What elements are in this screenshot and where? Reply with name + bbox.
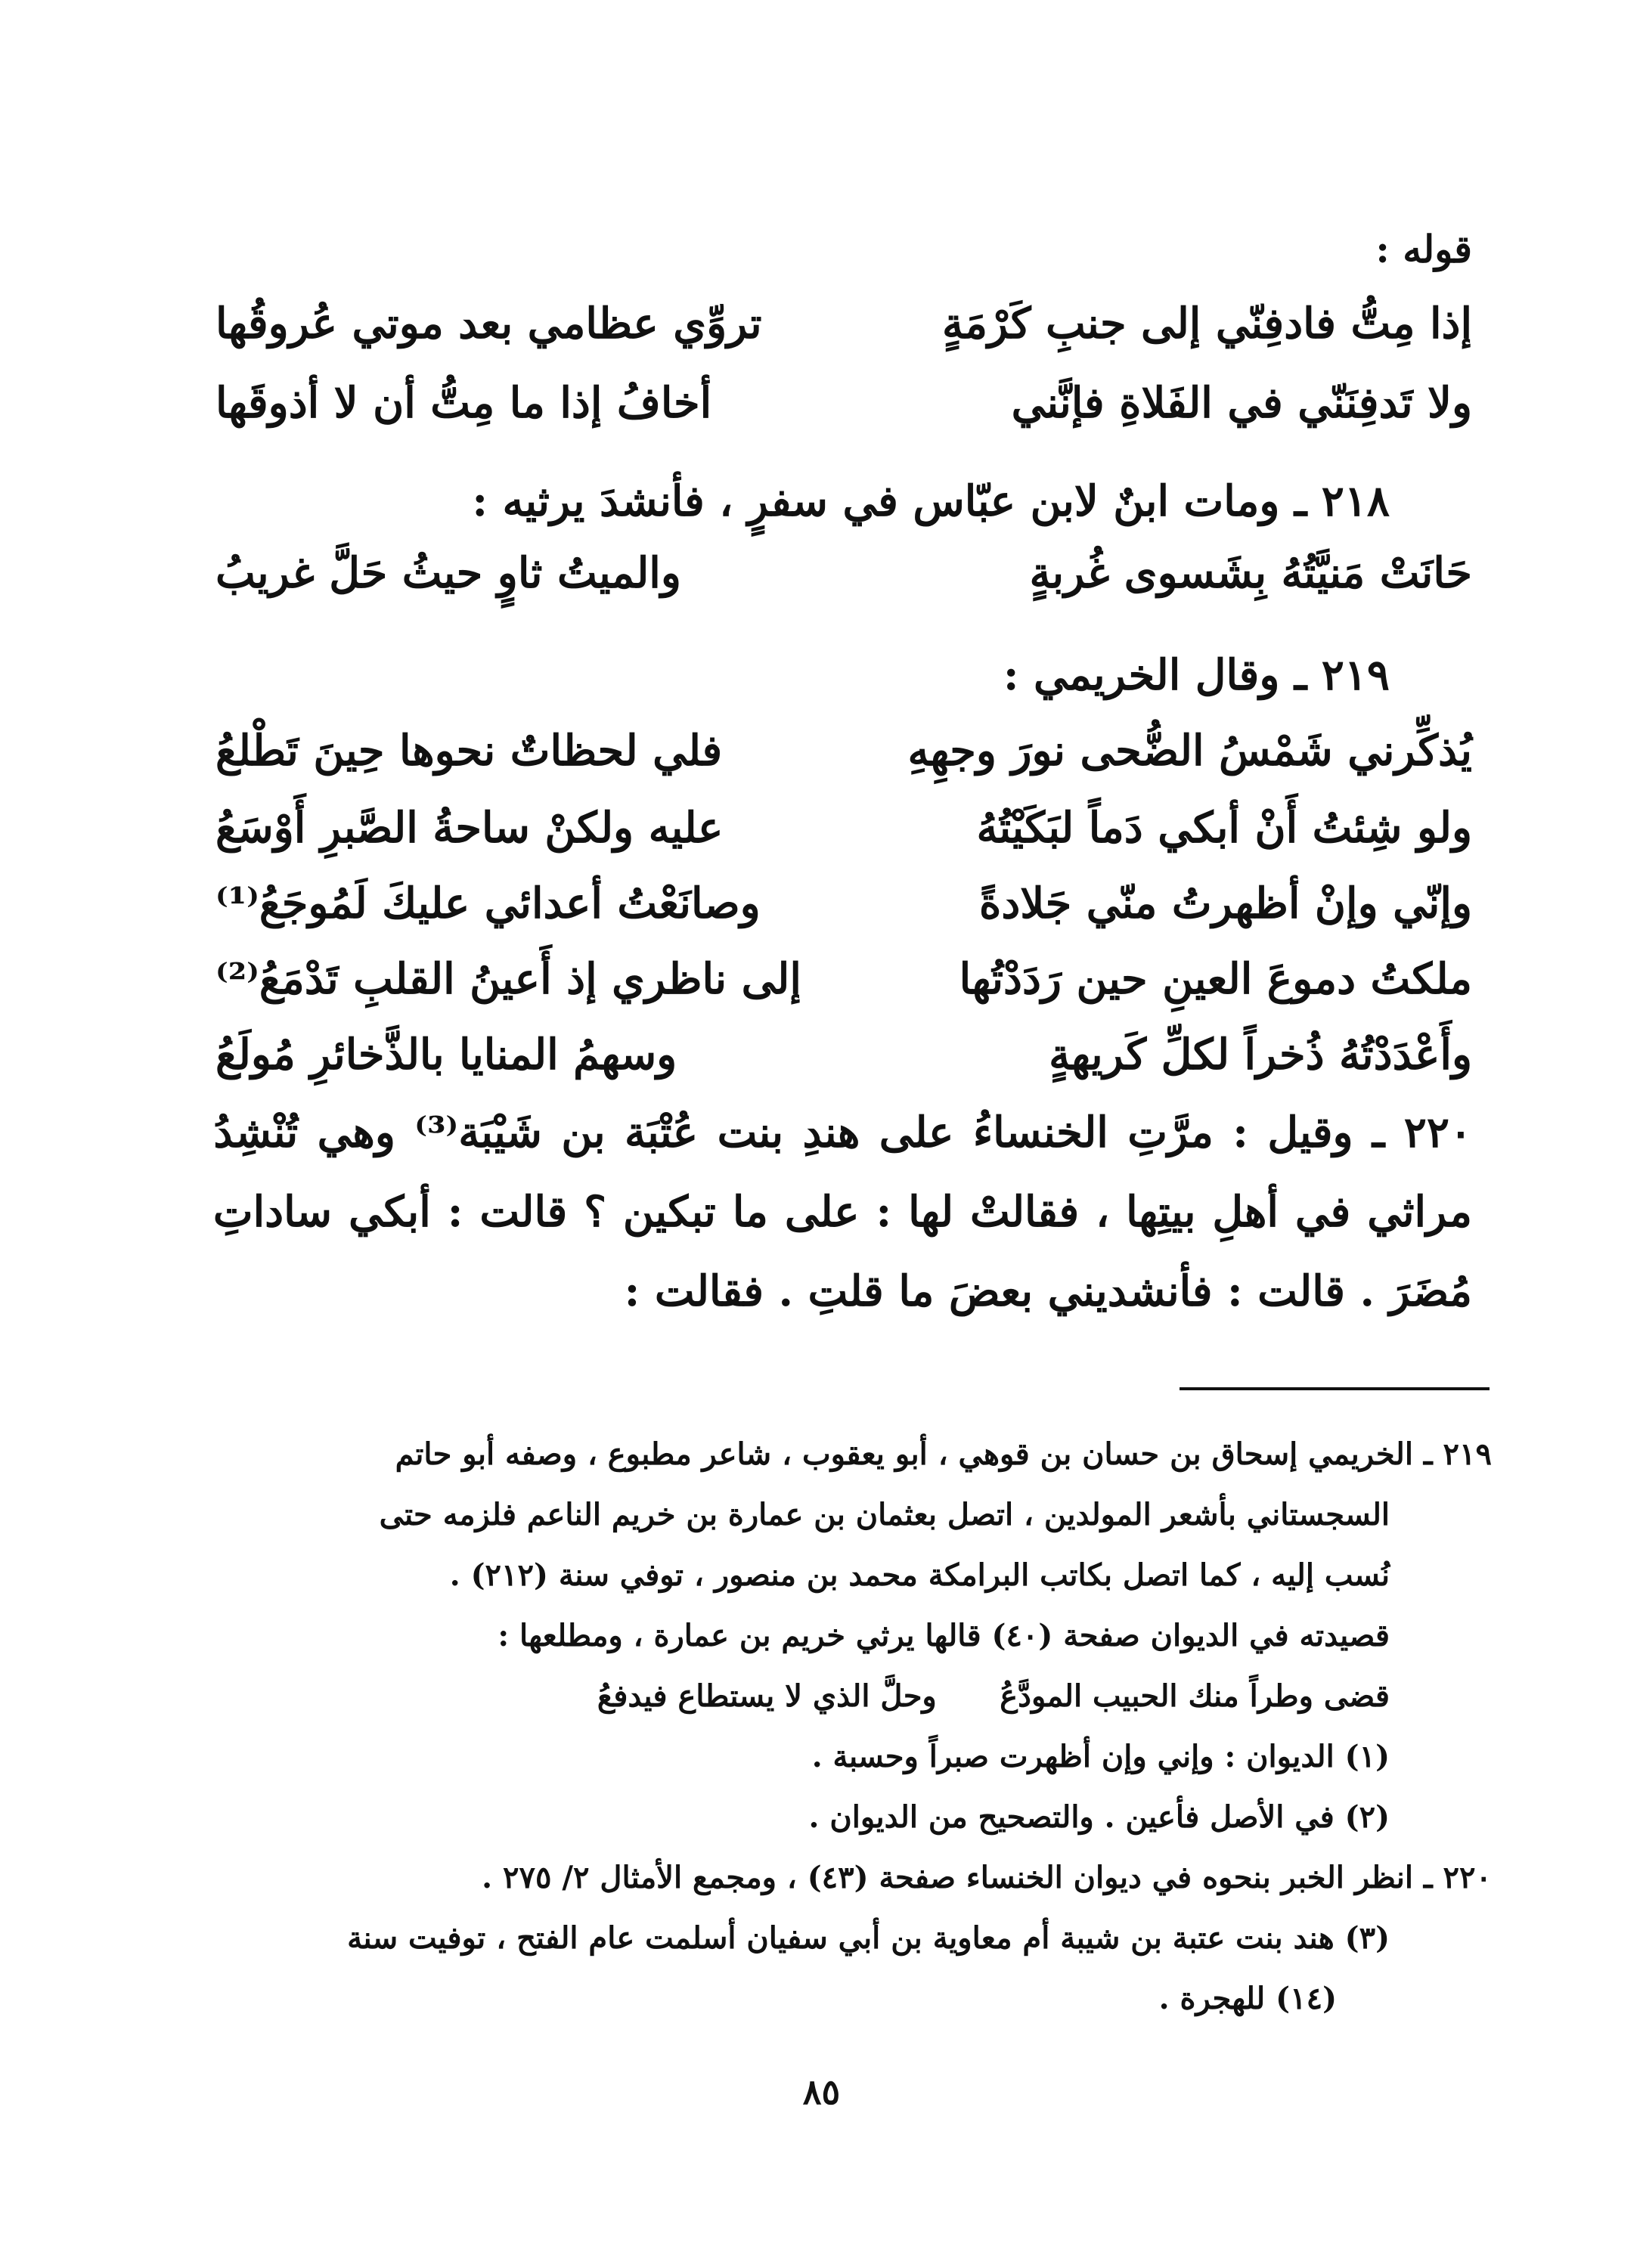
poem3-verse5-second-hemistich: وسهمُ المنايا بالذَّخائرِ مُولَعُ: [215, 1030, 677, 1080]
footnote-219-line2: السجستاني بأشعر المولدين ، اتصل بعثمان بن عمارة بن خريم الناعم فلزمه حتى: [379, 1497, 1390, 1532]
section-220-line1: ٢٢٠ ـ وقيل : مرَّتِ الخنساءُ على هندِ بنت عُتْبَة بن شَيْبَة⁽³⁾ وهي تُنْشِدُ: [213, 1108, 1472, 1157]
poem2-verse1-second-hemistich: والميتُ ثاوٍ حيثُ حَلَّ غريبُ: [215, 548, 681, 598]
footnote-2: (٢) في الأصل فأعين . والتصحيح من الديوان .: [808, 1799, 1390, 1835]
footnote-3-line2: (١٤) للهجرة .: [1158, 1981, 1337, 2016]
section-219-heading: ٢١٩ ـ وقال الخريمي :: [1003, 650, 1390, 700]
poem3-verse2-second-hemistich: عليه ولكنْ ساحةُ الصَّبرِ أَوْسَعُ: [215, 803, 724, 853]
poem1-verse2-second-hemistich: أخافُ إذا ما مِتُّ أن لا أذوقَها: [215, 378, 712, 428]
section-218-heading: ٢١٨ ـ ومات ابنٌ لابن عبّاس في سفرٍ ، فأنشدَ يرثيه :: [472, 476, 1390, 526]
poem3-verse3-first-hemistich: وإنّي وإنْ أظهرتُ منّي جَلادةً: [978, 878, 1472, 928]
poem1-verse2-first-hemistich: ولا تَدفِنَنّي في الفَلاةِ فإنَّني: [1011, 378, 1472, 428]
footnote-219-line1: ٢١٩ ـ الخريمي إسحاق بن حسان بن قوهي ، أبو يعقوب ، شاعر مطبوع ، وصفه أبو حاتم: [395, 1436, 1492, 1472]
poem3-verse3-second-hemistich: وصانَعْتُ أعدائي عليكَ لَمُوجَعُ⁽¹⁾: [215, 878, 761, 928]
poem1-verse1-second-hemistich: تروِّي عظامي بعد موتي عُروقُها: [215, 299, 762, 349]
section-220-line3: مُضَرَ . قالت : فأنشديني بعضَ ما قلتِ . فقالت :: [624, 1266, 1472, 1316]
poem3-verse4-second-hemistich: إلى ناظري إذ أَعينُ القلبِ تَدْمَعُ⁽²⁾: [215, 954, 801, 1004]
section-220-line2: مراثي في أهلِ بيتِها ، فقالتْ لها : على ما تبكين ؟ قالت : أبكي ساداتِ: [212, 1187, 1472, 1237]
poem1-verse1-first-hemistich: إذا مِتُّ فادفِنّي إلى جنبِ كَرْمَةٍ: [941, 299, 1472, 349]
poem3-verse1-second-hemistich: فلي لحظاتٌ نحوها حِينَ تَطْلعُ: [215, 726, 723, 776]
footnote-220: ٢٢٠ ـ انظر الخبر بنحوه في ديوان الخنساء صفحة (٤٣) ، ومجمع الأمثال ٢/ ٢٧٥ .: [482, 1860, 1492, 1895]
footnote-3-line1: (٣) هند بنت عتبة بن شيبة أم معاوية بن أبي سفيان أسلمت عام الفتح ، توفيت سنة: [347, 1920, 1390, 1956]
poem3-verse2-first-hemistich: ولو شِئتُ أَنْ أبكي دَماً لبَكَيْتُهُ: [976, 803, 1472, 853]
poem3-verse4-first-hemistich: ملكتُ دموعَ العينِ حين رَدَدْتُها: [959, 954, 1472, 1004]
footnote-219-verse: قضى وطراً منك الحبيب المودَّعُ وحلَّ الذي لا يستطاع فيدفعُ: [597, 1678, 1390, 1714]
intro-label: قوله :: [1375, 227, 1472, 271]
page-number: ٨٥: [802, 2071, 841, 2112]
footnote-219-line3: نُسب إليه ، كما اتصل بكاتب البرامكة محمد بن منصور ، توفي سنة (٢١٢) .: [449, 1557, 1390, 1593]
poem3-verse1-first-hemistich: يُذكِّرني شَمْسُ الضُّحى نورَ وجهِهِ: [907, 726, 1472, 776]
poem3-verse5-first-hemistich: وأَعْدَدْتُهُ ذُخراً لكلِّ كَريهةٍ: [1049, 1030, 1472, 1080]
footnote-1: (١) الديوان : وإني وإن أظهرت صبراً وحسبة .: [811, 1739, 1390, 1774]
poem2-verse1-first-hemistich: حَانَتْ مَنيَّتُهُ بِشَسوى غُربةٍ: [1029, 548, 1472, 598]
footnote-divider: [1180, 1387, 1490, 1390]
footnote-219-line4: قصيدته في الديوان صفحة (٤٠) قالها يرثي خريم بن عمارة ، ومطلعها :: [498, 1618, 1390, 1653]
